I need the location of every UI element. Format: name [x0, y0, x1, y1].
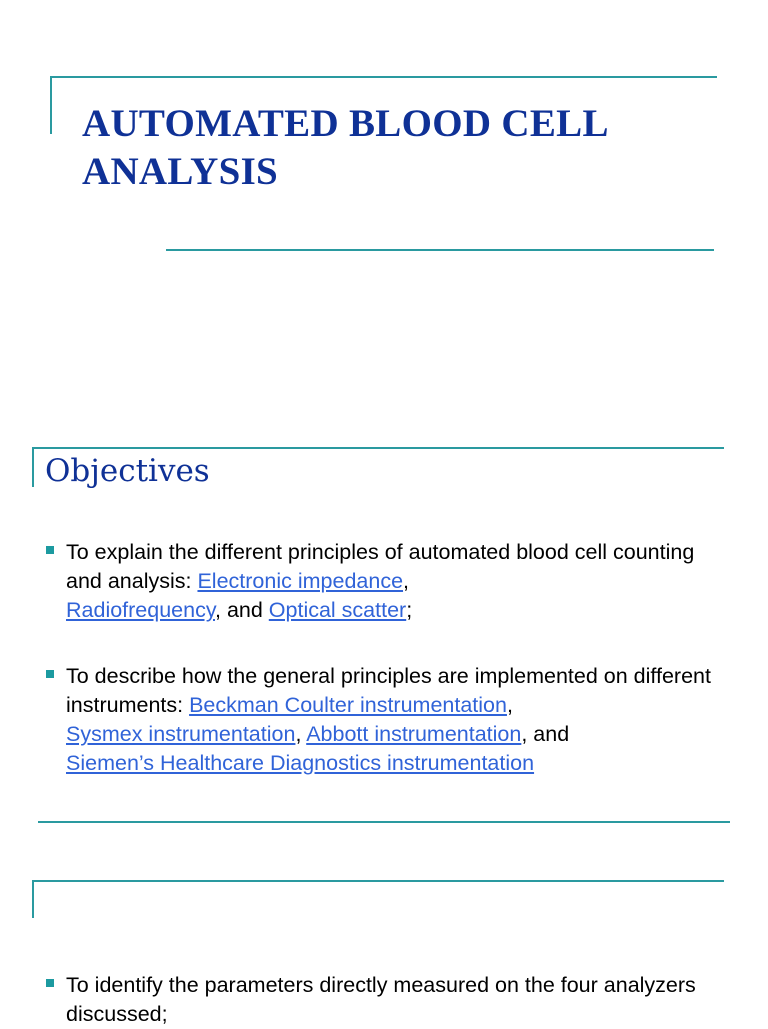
- bullet-square-icon: [46, 670, 54, 678]
- link-sysmex[interactable]: Sysmex instrumentation: [66, 722, 296, 746]
- terminator: ;: [406, 598, 413, 622]
- objective-3-text: To identify the parameters directly measured on the four analyzers discussed;: [66, 973, 696, 1026]
- objective-2: [66, 662, 716, 778]
- slide2-bottom-rule: [38, 821, 730, 823]
- bullet-square-icon: [46, 546, 54, 554]
- slide2-left-rule: [32, 447, 34, 487]
- separator: ,: [506, 693, 513, 717]
- slide3-left-rule: [32, 880, 34, 918]
- separator: ,: [403, 569, 410, 593]
- separator: , and: [215, 598, 269, 622]
- slide1-bottom-rule: [166, 249, 714, 251]
- objective-3: [66, 971, 716, 1029]
- separator: , and: [521, 722, 570, 746]
- link-siemens[interactable]: Siemen’s Healthcare Diagnostics instrumentation: [66, 751, 535, 775]
- separator: ,: [295, 722, 307, 746]
- slide2-top-rule: [32, 447, 724, 449]
- slide1-left-rule: [50, 76, 52, 134]
- objective-2-text: To describe how the general principles are implemented on different instruments:: [66, 664, 711, 717]
- objective-1: [66, 538, 716, 625]
- bullet-square-icon: [46, 979, 54, 987]
- slide1-title: AUTOMATED BLOOD CELL ANALYSIS: [82, 102, 607, 193]
- slide1-top-rule: [50, 76, 717, 78]
- link-optical-scatter[interactable]: Optical scatter: [268, 598, 407, 622]
- link-electronic-impedance[interactable]: Electronic impedance: [197, 569, 404, 593]
- link-radiofrequency[interactable]: Radiofrequency: [66, 598, 215, 622]
- objective-1-text: To explain the different principles of automated blood cell counting and analysis:: [66, 540, 695, 593]
- slide3-top-rule: [32, 880, 724, 882]
- link-abbott[interactable]: Abbott instrumentation: [306, 722, 522, 746]
- slide2-heading: Objectives: [45, 453, 210, 489]
- link-beckman-coulter[interactable]: Beckman Coulter instrumentation: [189, 693, 507, 717]
